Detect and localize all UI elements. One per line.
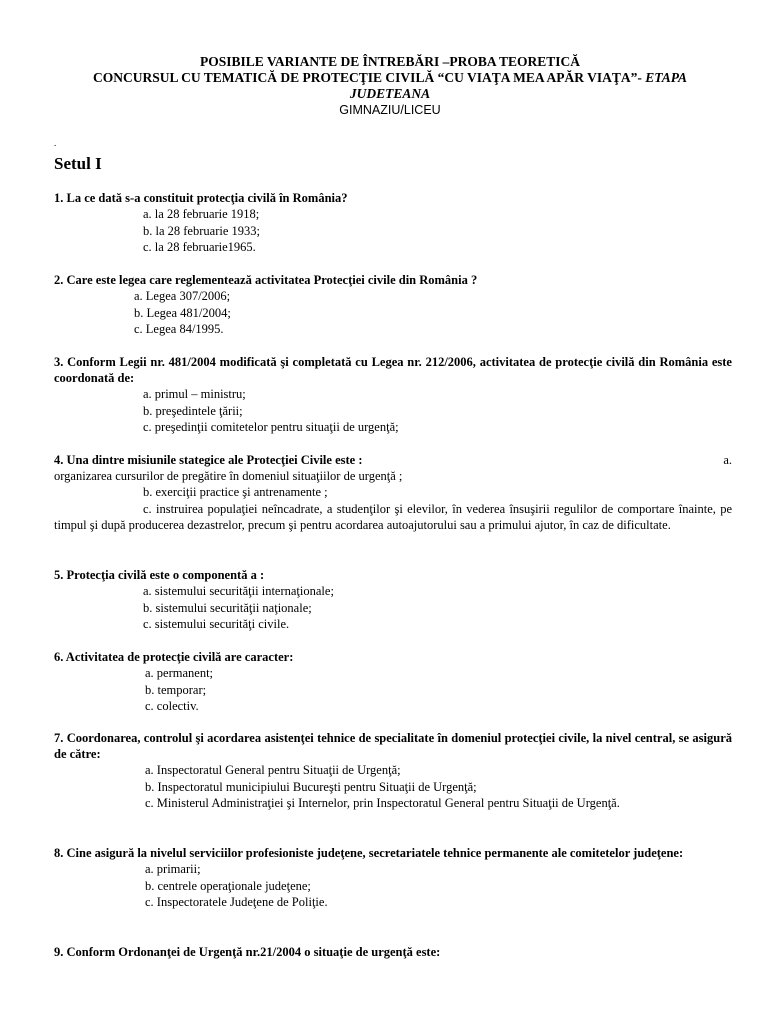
question-text: 3. Conform Legii nr. 481/2004 modificată şi completată cu Legea nr. 212/2006, activitatea de protecţie civilă din România este coordonată de: bbox=[54, 355, 732, 385]
question-3 bbox=[54, 354, 732, 436]
set-title: Setul I bbox=[54, 154, 102, 173]
answer-option: c. colectiv. bbox=[145, 699, 199, 713]
answer-option: b. Legea 481/2004; bbox=[134, 305, 231, 320]
question-text: 5. Protecţia civilă este o componentă a : bbox=[54, 568, 265, 582]
question-text: 6. Activitatea de protecţie civilă are caracter: bbox=[54, 650, 294, 664]
answer-option-a-label: a. bbox=[723, 453, 732, 467]
answer-option: a. primarii; bbox=[145, 862, 201, 876]
header-line-1: POSIBILE VARIANTE DE ÎNTREBĂRI –PROBA TEORETICĂ bbox=[200, 54, 580, 69]
question-4-first-line bbox=[54, 452, 732, 468]
header-line-2-main: CONCURSUL CU TEMATICĂ DE PROTECŢIE CIVILĂ “CU VIAŢA MEA APĂR VIAŢA”- bbox=[93, 70, 646, 85]
answer-option: c. Ministerul Administraţiei şi Internelor, prin Inspectoratul General pentru Situaţii de Urgenţă. bbox=[145, 796, 620, 810]
answer-option: c. Inspectoratele Judeţene de Poliţie. bbox=[145, 895, 328, 909]
question-1 bbox=[54, 190, 732, 256]
answer-option: b. preşedintele ţării; bbox=[143, 403, 243, 418]
question-6 bbox=[54, 649, 732, 715]
header-line-2 bbox=[40, 70, 740, 86]
header-line-2-italic: ETAPA bbox=[645, 70, 687, 85]
answer-option: a. la 28 februarie 1918; bbox=[143, 207, 260, 221]
answer-option: c. la 28 februarie1965. bbox=[143, 240, 256, 254]
question-text: 9. Conform Ordonanţei de Urgenţă nr.21/2004 o situaţie de urgenţă este: bbox=[54, 945, 441, 959]
answer-option-b: b. exerciţii practice şi antrenamente ; bbox=[143, 485, 328, 499]
question-text: 1. La ce dată s-a constituit protecţia civilă în România? bbox=[54, 191, 348, 205]
question-text: 2. Care este legea care reglementează activitatea Protecţiei civile din România ? bbox=[54, 273, 478, 287]
answer-option: a. sistemului securităţii internaţionale; bbox=[143, 584, 334, 598]
answer-option: a. Legea 307/2006; bbox=[134, 289, 231, 303]
answer-option: c. preşedinţii comitetelor pentru situaţii de urgenţă; bbox=[143, 420, 399, 434]
stray-dot: . bbox=[54, 138, 57, 148]
question-4 bbox=[54, 452, 732, 533]
answer-option: b. sistemului securităţii naţionale; bbox=[143, 600, 312, 615]
answer-option: c. Legea 84/1995. bbox=[134, 322, 224, 336]
question-7 bbox=[54, 730, 732, 812]
question-text: 4. Una dintre misiunile stategice ale Protecţiei Civile este : bbox=[54, 453, 363, 467]
header-line-4: GIMNAZIU/LICEU bbox=[339, 103, 441, 117]
question-8 bbox=[54, 845, 732, 911]
answer-option: a. primul – ministru; bbox=[143, 387, 246, 401]
answer-option: a. Inspectoratul General pentru Situaţii de Urgenţă; bbox=[145, 763, 401, 777]
question-9 bbox=[54, 944, 732, 960]
document-header bbox=[40, 54, 740, 118]
question-2 bbox=[54, 272, 732, 338]
question-5 bbox=[54, 567, 732, 633]
answer-option: b. Inspectoratul municipiului Bucureşti pentru Situaţii de Urgenţă; bbox=[145, 779, 477, 794]
answer-option: a. permanent; bbox=[145, 666, 214, 680]
question-text: 7. Coordonarea, controlul şi acordarea asistenţei tehnice de specialitate în domeniul protecţiei civile, la nivel central, se asigură de către: bbox=[54, 731, 732, 761]
question-text: 8. Cine asigură la nivelul serviciilor profesioniste judeţene, secretariatele tehnice permanente ale comitetelor judeţene: bbox=[54, 846, 684, 860]
answer-option: b. centrele operaţionale judeţene; bbox=[145, 878, 311, 893]
answer-option-c: c. instruirea populaţiei neîncadrate, a studenţilor şi elevilor, în vederea însuşirii regulilor de comportare înainte, pe timpul şi după producerea dezastrelor, precum şi pentru acordarea autoajutorului sau a primului ajutor, în caz de dificultate. bbox=[54, 501, 732, 532]
answer-option: b. temporar; bbox=[145, 682, 207, 697]
answer-option: b. la 28 februarie 1933; bbox=[143, 223, 260, 238]
answer-option-a-text: organizarea cursurilor de pregătire în domeniul situaţiilor de urgenţă ; bbox=[54, 469, 403, 483]
answer-option: c. sistemului securităţi civile. bbox=[143, 617, 290, 631]
header-line-3: JUDETEANA bbox=[349, 86, 431, 101]
